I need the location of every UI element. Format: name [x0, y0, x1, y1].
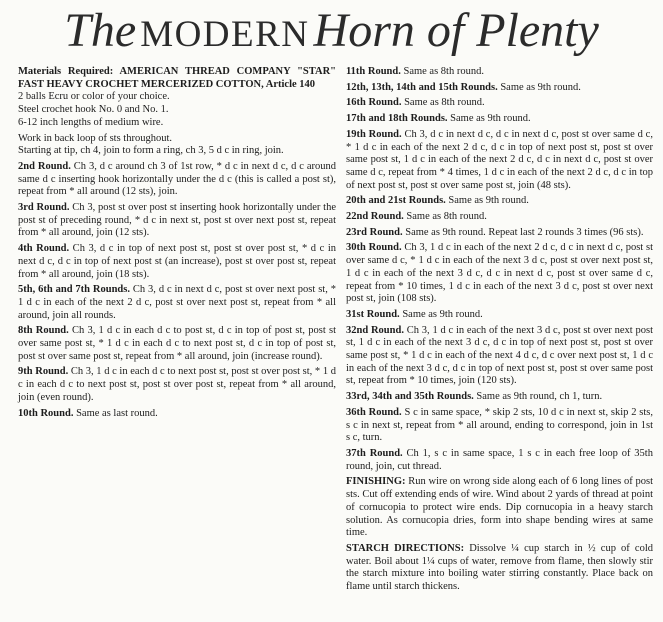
page-title [0, 2, 663, 60]
round-label: 16th Round. [346, 97, 402, 109]
left-column [18, 66, 336, 423]
finishing-instruction [346, 476, 653, 540]
round-instruction [346, 325, 653, 389]
work-note: Work in back loop of sts throughout. [18, 132, 173, 144]
round-label: 4th Round. [18, 243, 70, 255]
round-instruction [346, 407, 653, 445]
round-label: 20th and 21st Rounds. [346, 195, 446, 207]
round-label: 2nd Round. [18, 160, 71, 172]
title-the: The [64, 4, 137, 57]
materials-item: 6-12 inch lengths of medium wire. [18, 116, 164, 128]
round-text: Same as 9th round. [497, 81, 581, 93]
right-column [346, 66, 653, 597]
round-label: 8th Round. [18, 325, 69, 337]
round-instruction [18, 325, 336, 363]
round-text: Same as 9th round. [445, 195, 529, 207]
round-instruction [18, 202, 336, 240]
round-label: 33rd, 34th and 35th Rounds. [346, 391, 474, 403]
round-text: Ch 3, d c in next d c, post st over next post st, * 1 d c in each of the next 2 d c, post st over next post st, repeat from * all around, join all rounds. [18, 284, 336, 321]
round-instruction [18, 161, 336, 199]
round-text: Same as last round. [73, 407, 158, 419]
round-text: Ch 3, 1 d c in each of the next 2 d c, d c in next d c, post st over same d c, * 1 d c in each of the next 3 d c, post st over next post st, 1 d c in each of the next 3 d c, d c in next d c, post st over same d c, repeat from * 10 times, 1 d c in each of the next 3 d c, post st over next post st, join (108 sts). [346, 242, 653, 305]
starch-label: STARCH DIRECTIONS: [346, 542, 465, 554]
round-instruction [346, 309, 653, 322]
title-modern: MODERN [140, 14, 310, 55]
round-text: Same as 9th round. [447, 113, 531, 125]
finishing-label: FINISHING: [346, 476, 406, 488]
round-instruction [18, 408, 336, 421]
round-instruction [346, 211, 653, 224]
round-instruction [18, 243, 336, 281]
round-text: Ch 3, 1 d c in each of the next 3 d c, post st over next post st, 1 d c in each of the next 3 d c, d c in top of next post st, post st over same post st, * 1 d c in each of the next 4 d c, d c over next post st, 1 d c in each of the next 3 d c, d c in top of next post st, post st over same post st, repeat from * 10 times, join (120 sts). [346, 324, 654, 387]
round-label: 9th Round. [18, 366, 69, 378]
finishing-text: Run wire on wrong side along each of 6 long lines of post sts. Cut off extending ends of wire. Wind about 2 yards of thread at point of cornucopia to protect wire ends. Dip cornucopia in a heavy starch solution. As cornucopia dries, form into shape bending wires at same time. [346, 476, 653, 539]
round-label: 17th and 18th Rounds. [346, 113, 448, 125]
round-instruction [346, 113, 653, 126]
round-text: Ch 3, 1 d c in each d c to post st, d c in top of post st, post st over same post st, * 1 d c in each d c to next post st, d c in top of post st, post st over same post st, repeat from * all around, join (increase round). [18, 325, 336, 362]
round-label: 12th, 13th, 14th and 15th Rounds. [346, 81, 498, 93]
round-text: Ch 1, s c in same space, 1 s c in each free loop of 35th round, join, cut thread. [346, 447, 653, 472]
round-label: 36th Round. [346, 406, 402, 418]
round-label: 22nd Round. [346, 211, 404, 223]
round-text: Ch 3, post st over post st inserting hook horizontally under the post st of preceding round, * d c in next st, post st over next post st, repeat from * all around, join (12 sts). [18, 202, 336, 239]
round-text: Same as 9th round. [399, 308, 483, 320]
round-instruction [346, 66, 653, 79]
round-label: 30th Round. [346, 242, 402, 254]
round-text: Ch 3, d c in next d c, d c in next d c, post st over same d c, * 1 d c in each of the next 2 d c, d c in top of next post st, post st over same post st, 1 d c in each of the next 2 d c, d c in next d c, post st over same d c, repeat from * 4 times, 1 d c in each of the next 2 d c, d c in top of next post st, post st over same post st, join (48 sts). [346, 128, 653, 191]
round-text: Same as 8th round. [400, 66, 484, 77]
round-label: 37th Round. [346, 447, 403, 459]
round-label: 31st Round. [346, 308, 400, 320]
starch-instruction [346, 543, 653, 594]
starch-text: Dissolve ¼ cup starch in ½ cup of cold water. Boil about 1¼ cups of water, remove from flame, then slowly stir the starch mixture into boiling water stirring constantly. Place back on flame until starch thickens. [346, 542, 653, 593]
round-instruction [346, 97, 653, 110]
materials-item: Steel crochet hook No. 0 and No. 1. [18, 104, 169, 116]
round-instruction [346, 448, 653, 473]
round-text: Same as 8th round. [403, 211, 487, 223]
round-text: Ch 3, 1 d c in each d c to next post st, post st over post st, * 1 d c in each d c to next post st, post st over post st, repeat from * all around, join (even round). [18, 366, 336, 403]
round-label: 23rd Round. [346, 226, 403, 238]
round-text: Same as 9th round, ch 1, turn. [473, 391, 603, 403]
round-label: 11th Round. [346, 66, 401, 77]
round-instruction [346, 242, 653, 306]
round-text: S c in same space, * skip 2 sts, 10 d c in next st, skip 2 sts, s c in next st, repeat from * all around, ending to correspond, join in 1st s c, turn. [346, 406, 653, 444]
title-horn-of-plenty: Horn of Plenty [313, 4, 599, 57]
round-text: Same as 8th round. [401, 97, 485, 109]
round-instruction [346, 82, 653, 95]
round-label: 19th Round. [346, 128, 402, 140]
round-text: Same as 9th round. Repeat last 2 rounds 3 times (96 sts). [402, 226, 644, 238]
start-instruction: Starting at tip, ch 4, join to form a ring, ch 3, 5 d c in ring, join. [18, 145, 284, 157]
round-instruction [346, 129, 653, 193]
round-instruction [346, 391, 653, 404]
round-text: Ch 3, d c in top of next post st, post st over post st, * d c in next d c, d c in top of next post st (an increase), post st over post st, repeat from * all around, join (18 sts). [18, 243, 336, 280]
round-label: 32nd Round. [346, 324, 404, 336]
round-label: 5th, 6th and 7th Rounds. [18, 284, 130, 296]
round-instruction [18, 366, 336, 404]
materials-heading: Materials Required: AMERICAN THREAD COMPANY "STAR" FAST HEAVY CROCHET MERCERIZED COTTON, Article 140 [18, 66, 336, 90]
round-instruction [346, 195, 653, 208]
round-label: 3rd Round. [18, 202, 70, 214]
round-label: 10th Round. [18, 407, 74, 419]
round-instruction [346, 227, 653, 240]
materials-item: 2 balls Ecru or color of your choice. [18, 91, 170, 103]
round-text: Ch 3, d c around ch 3 of 1st row, * d c in next d c, d c around same d c inserting hook horizontally under the d c (this is called a post st), repeat from * all around (12 sts), join. [18, 160, 337, 198]
round-instruction [18, 284, 336, 322]
